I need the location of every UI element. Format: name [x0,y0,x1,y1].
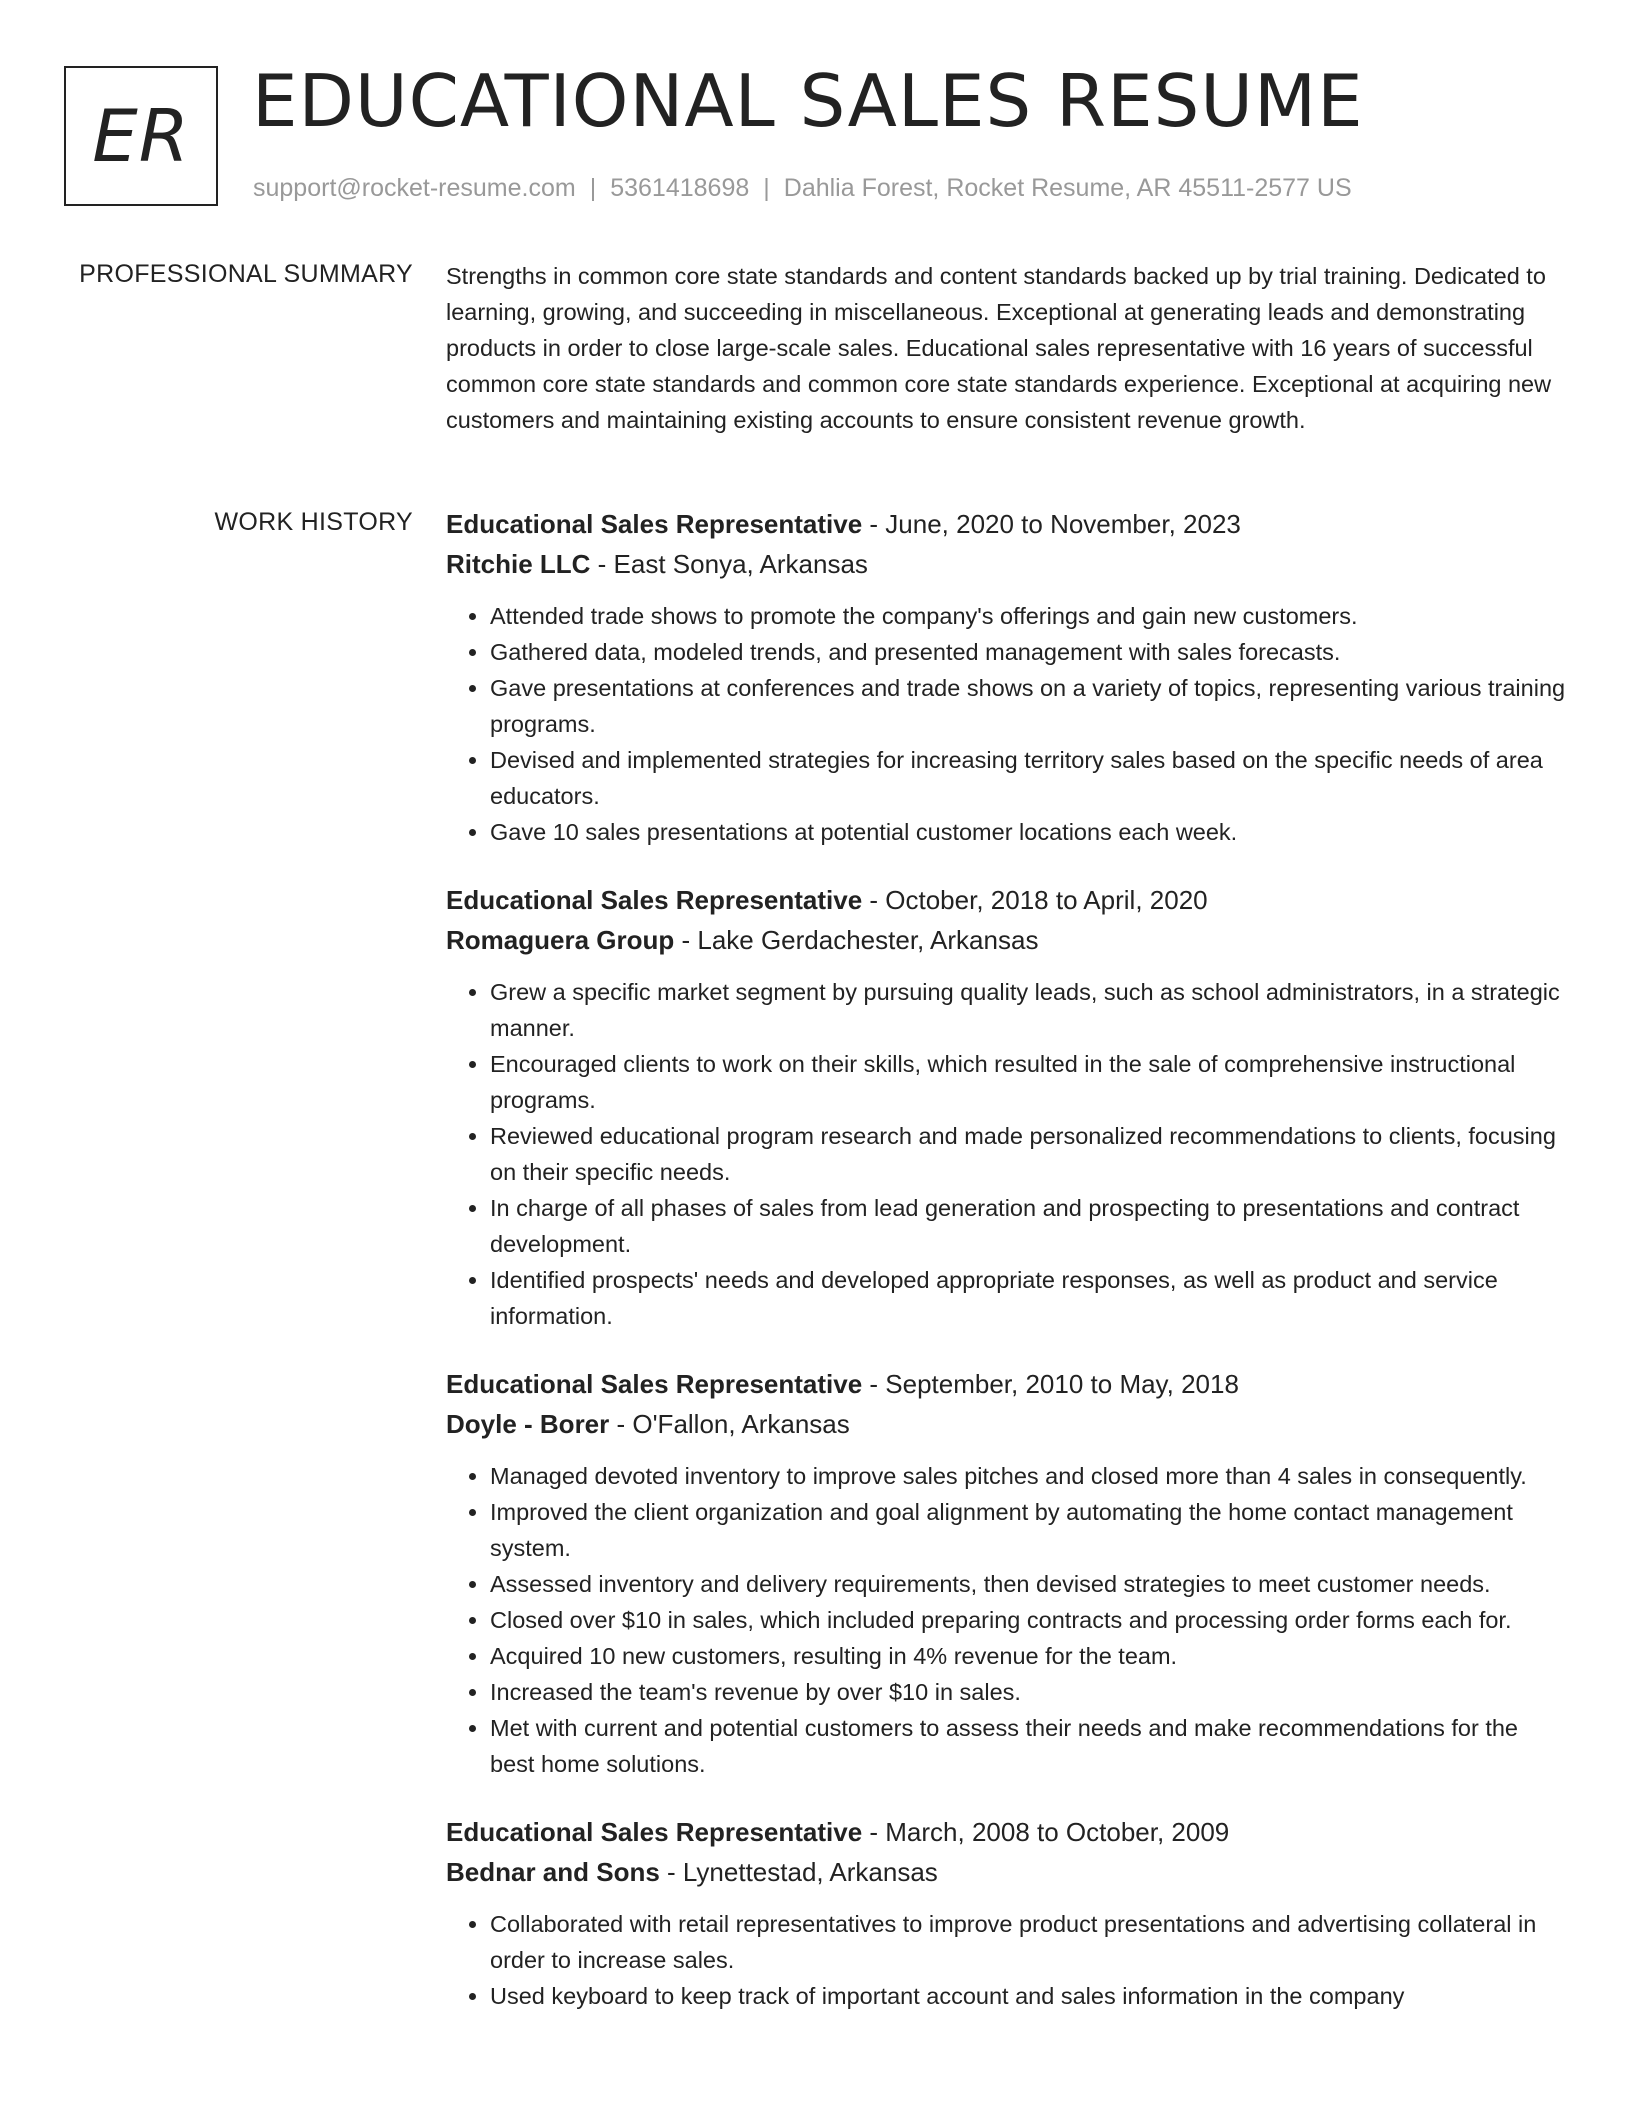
job-entry [446,880,1566,1334]
summary-heading: PROFESSIONAL SUMMARY [79,260,413,288]
job-duty-item: • Identified prospects' needs and developed appropriate responses, as well as product and service information. [490,1262,1566,1334]
job-company: Romaguera Group [446,925,675,955]
job-duty-item: • Attended trade shows to promote the company's offerings and gain new customers. [490,598,1566,634]
job-company: Bednar and Sons [446,1857,660,1887]
job-duty-item: • Improved the client organization and goal alignment by automating the home contact management system. [490,1494,1566,1566]
job-company-line [446,920,1566,960]
job-duty-item: • Reviewed educational program research and made personalized recommendations to clients, focusing on their specific needs. [490,1118,1566,1190]
summary-text: Strengths in common core state standards and content standards backed up by trial training. Dedicated to learning, growing, and succeeding in miscellaneous. Exceptional at generating leads and demonstrating products in order to close large-scale sales. Educational sales representative with 16 years of successful common core state standards and common core state standards experience. Exceptional at acquiring new customers and maintaining existing accounts to ensure consistent revenue growth. [446,263,1552,433]
monogram-initials: ER [92,94,190,178]
contact-separator: | [589,174,597,202]
resume-title: EDUCATIONAL SALES RESUME [252,59,1364,143]
email: support@rocket-resume.com [253,174,576,202]
job-company-line [446,1404,1566,1444]
job-company-line [446,544,1566,584]
job-location: - O'Fallon, Arkansas [609,1409,850,1439]
job-location: - East Sonya, Arkansas [590,549,868,579]
job-duty-item: • In charge of all phases of sales from lead generation and prospecting to presentations and contract development. [490,1190,1566,1262]
job-company: Doyle - Borer [446,1409,610,1439]
job-duty-item: • Managed devoted inventory to improve sales pitches and closed more than 4 sales in consequently. [490,1458,1566,1494]
job-entry [446,504,1566,850]
phone: 5361418698 [610,174,750,202]
job-dates: - March, 2008 to October, 2009 [862,1817,1230,1847]
job-title-line [446,880,1566,920]
job-duty-item: • Increased the team's revenue by over $10 in sales. [490,1674,1566,1710]
summary-section [446,258,1566,438]
work-history-section [446,504,1566,2044]
work-history-heading: WORK HISTORY [214,508,413,536]
job-duty-item: • Grew a specific market segment by pursuing quality leads, such as school administrators, in a strategic manner. [490,974,1566,1046]
job-duty-item: • Met with current and potential customers to assess their needs and make recommendations for the best home solutions. [490,1710,1566,1782]
job-duty-item: • Gathered data, modeled trends, and presented management with sales forecasts. [490,634,1566,670]
job-duties-list [446,974,1566,1334]
job-duty-item: • Collaborated with retail representatives to improve product presentations and advertising collateral in order to increase sales. [490,1906,1566,1978]
contact-separator: | [763,174,770,202]
job-duty-item: • Gave presentations at conferences and trade shows on a variety of topics, representing various training programs. [490,670,1566,742]
job-title: Educational Sales Representative [446,885,863,915]
job-duty-item: • Encouraged clients to work on their skills, which resulted in the sale of comprehensive instructional programs. [490,1046,1566,1118]
job-duty-item: • Gave 10 sales presentations at potential customer locations each week. [490,814,1566,850]
job-title: Educational Sales Representative [446,509,863,539]
job-title-line [446,504,1566,544]
address: Dahlia Forest, Rocket Resume, AR 45511-2577 US [783,174,1352,202]
job-dates: - October, 2018 to April, 2020 [862,885,1208,915]
job-duties-list [446,598,1566,850]
job-title: Educational Sales Representative [446,1817,863,1847]
job-location: - Lynettestad, Arkansas [659,1857,938,1887]
job-entry [446,1812,1566,2014]
job-title-line [446,1812,1566,1852]
monogram-box [64,66,218,206]
job-location: - Lake Gerdachester, Arkansas [674,925,1039,955]
job-duty-item: • Closed over $10 in sales, which included preparing contracts and processing order forms each for. [490,1602,1566,1638]
job-title-line [446,1364,1566,1404]
contact-line [253,174,1352,203]
job-duties-list [446,1458,1566,1782]
job-entry [446,1364,1566,1782]
job-company-line [446,1852,1566,1892]
job-duty-item: • Devised and implemented strategies for increasing territory sales based on the specific needs of area educators. [490,742,1566,814]
job-dates: - September, 2010 to May, 2018 [862,1369,1239,1399]
job-dates: - June, 2020 to November, 2023 [862,509,1241,539]
job-duty-item: • Assessed inventory and delivery requirements, then devised strategies to meet customer needs. [490,1566,1566,1602]
job-duty-item: • Used keyboard to keep track of important account and sales information in the company [490,1978,1566,2014]
job-duty-item: • Acquired 10 new customers, resulting in 4% revenue for the team. [490,1638,1566,1674]
job-title: Educational Sales Representative [446,1369,863,1399]
job-duties-list [446,1906,1566,2014]
job-company: Ritchie LLC [446,549,591,579]
